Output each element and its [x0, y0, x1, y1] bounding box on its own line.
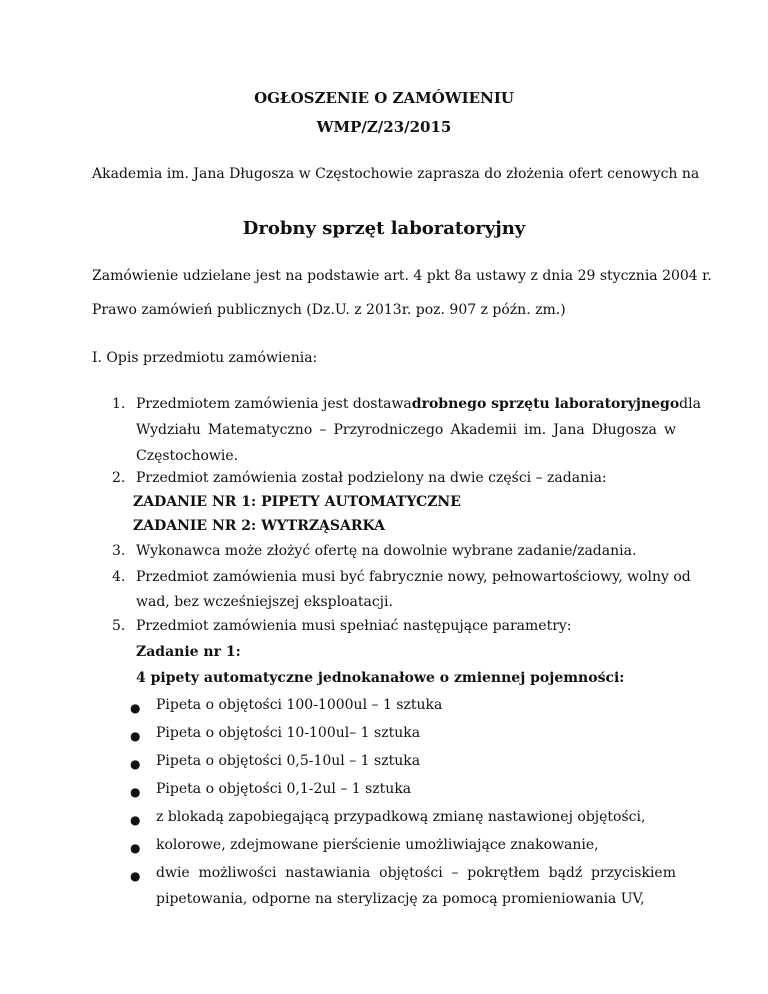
list-item-1-line-2: Wydziału Matematyczno – Przyrodniczego Akademii im. Jana Długosza w [136, 422, 676, 438]
list-item-3-text: Wykonawca może złożyć ofertę na dowolnie wybrane zadanie/zadania. [136, 543, 637, 559]
bullet-item: Pipeta o objętości 10-100ul– 1 sztuka [156, 725, 421, 741]
list-item-2-text: Przedmiot zamówienia został podzielony na dwie części – zadania: [136, 470, 607, 486]
document-title: OGŁOSZENIE O ZAMÓWIENIU [254, 89, 514, 107]
item-number: 4. [112, 569, 126, 585]
task-1-heading: Zadanie nr 1: [136, 644, 241, 660]
bullet-icon: ● [130, 813, 141, 827]
order-number: WMP/Z/23/2015 [316, 118, 452, 136]
bullet-icon: ● [130, 869, 141, 883]
item-1-text-post: dla [679, 396, 701, 412]
bullet-icon: ● [130, 701, 141, 715]
legal-basis-line-2: Prawo zamówień publicznych (Dz.U. z 2013r. poz. 907 z późn. zm.) [92, 302, 566, 318]
bullet-item: Pipeta o objętości 0,5-10ul – 1 sztuka [156, 753, 421, 769]
bullet-item: Pipeta o objętości 0,1-2ul – 1 sztuka [156, 781, 412, 797]
list-item-4-line-1: Przedmiot zamówienia musi być fabrycznie nowy, pełnowartościowy, wolny od [136, 569, 691, 585]
bullet-item: z blokadą zapobiegającą przypadkową zmianę nastawionej objętości, [156, 809, 646, 825]
item-number: 3. [112, 543, 126, 559]
task-1-label: ZADANIE NR 1: PIPETY AUTOMATYCZNE [133, 494, 461, 510]
bullet-icon: ● [130, 841, 141, 855]
intro-text: Akademia im. Jana Długosza w Częstochowie zaprasza do złożenia ofert cenowych na [92, 166, 700, 182]
item-number: 5. [112, 618, 126, 634]
bullet-item: dwie możliwości nastawiania objętości – pokrętłem bądź przyciskiem [156, 865, 676, 881]
bullet-icon: ● [130, 757, 141, 771]
item-number: 2. [112, 470, 126, 486]
legal-basis-line-1: Zamówienie udzielane jest na podstawie art. 4 pkt 8a ustawy z dnia 29 stycznia 2004 r. [92, 268, 712, 284]
list-item-5-text: Przedmiot zamówienia musi spełniać następujące parametry: [136, 618, 572, 634]
bullet-item-continuation: pipetowania, odporne na sterylizację za pomocą promieniowania UV, [156, 891, 645, 907]
list-item-1-line-3: Częstochowie. [136, 448, 239, 464]
item-number: 1. [112, 396, 126, 412]
bullet-icon: ● [130, 785, 141, 799]
bullet-icon: ● [130, 729, 141, 743]
task-2-label: ZADANIE NR 2: WYTRZĄSARKA [133, 518, 385, 534]
bullet-item: kolorowe, zdejmowane pierścienie umożliwiające znakowanie, [156, 837, 599, 853]
list-item-1-line-1 [136, 396, 701, 412]
item-1-text-pre: Przedmiotem zamówienia jest dostawa [136, 396, 412, 412]
item-1-text-bold: drobnego sprzętu laboratoryjnego [411, 396, 680, 412]
subject-title: Drobny sprzęt laboratoryjny [242, 218, 526, 239]
section-heading: I. Opis przedmiotu zamówienia: [92, 350, 318, 366]
bullet-item: Pipeta o objętości 100-1000ul – 1 sztuka [156, 697, 443, 713]
list-item-4-line-2: wad, bez wcześniejszej eksploatacji. [136, 594, 393, 610]
pipettes-heading: 4 pipety automatyczne jednokanałowe o zmiennej pojemności: [136, 670, 625, 686]
